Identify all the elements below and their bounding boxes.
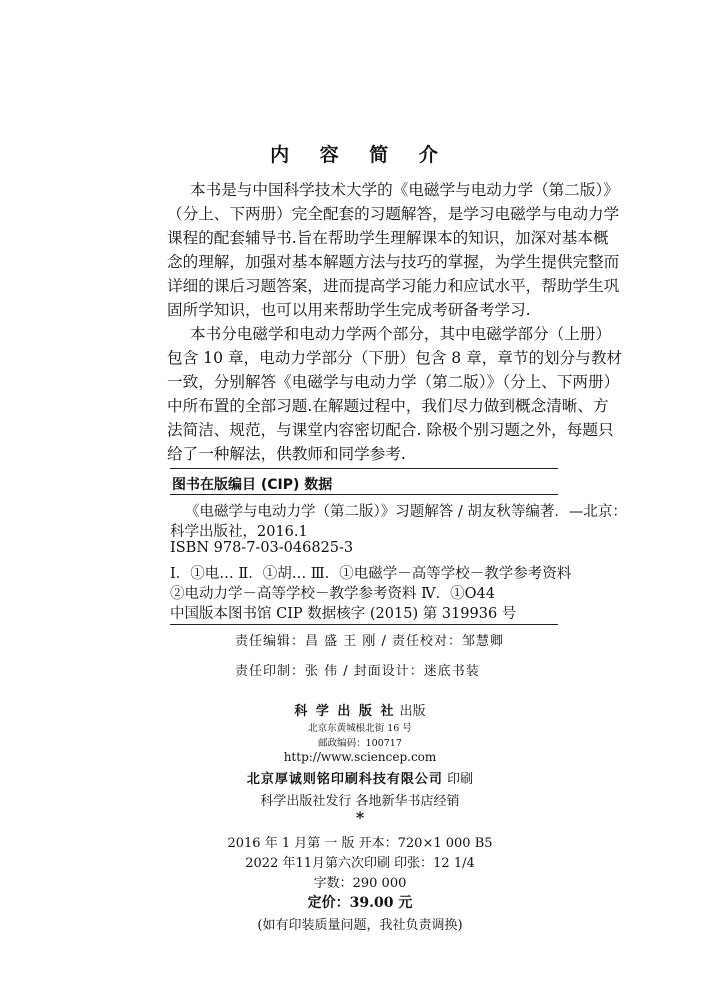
publisher-address: 北京东黄城根北街 16 号 bbox=[308, 723, 412, 734]
cip-heading: 图书在版编目 (CIP) 数据 bbox=[172, 477, 333, 493]
price-line: 定价：39.00 元 bbox=[307, 895, 413, 911]
cip-bottom-rule bbox=[170, 624, 558, 625]
publisher-action: 出版 bbox=[399, 704, 426, 719]
intro-line: 本书分电磁学和电动力学两个部分，其中电磁学部分（上册） bbox=[190, 325, 612, 343]
separator-star: * bbox=[355, 808, 365, 827]
intro-line: 包含 10 章，电动力学部分（下册）包含 8 章，章节的划分与教材 bbox=[167, 349, 623, 367]
intro-line: 固所学知识，也可以用来帮助学生完成考研备考学习. bbox=[167, 301, 531, 319]
page-title: 内 容 简 介 bbox=[270, 144, 450, 166]
distribution-line: 科学出版社发行 各地新华书店经销 bbox=[260, 794, 460, 809]
publisher-website: http://www.sciencep.com bbox=[283, 750, 437, 764]
intro-line: 本书是与中国科学技术大学的《电磁学与电动力学（第二版）》 bbox=[190, 181, 619, 199]
intro-line: 法简洁、规范，与课堂内容密切配合. 除极个别习题之外，每题只 bbox=[167, 421, 614, 439]
wordcount-line: 字数：290 000 bbox=[313, 876, 407, 891]
printing-line: 2022 年11月第六次印刷 印张：12 1/4 bbox=[245, 856, 475, 871]
credit-production: 责任印制：张 伟 / 封面设计：迷底书装 bbox=[235, 664, 480, 679]
printer-name: 北京厚诚则铭印刷科技有限公司 bbox=[246, 772, 443, 787]
cip-line: ②电动力学－高等学校－教学参考资料 Ⅳ．①O44 bbox=[170, 586, 495, 602]
intro-line: 一致，分别解答《电磁学与电动力学（第二版）》（分上、下两册） bbox=[167, 373, 620, 391]
intro-line: 课程的配套辅导书.旨在帮助学生理解课本的知识，加深对基本概 bbox=[167, 229, 609, 247]
edition-line: 2016 年 1 月第 一 版 开本：720×1 000 B5 bbox=[227, 836, 493, 851]
printer-action: 印刷 bbox=[447, 772, 474, 787]
cip-heading-rule bbox=[170, 494, 558, 495]
cip-line: 科学出版社，2016.1 bbox=[170, 524, 308, 540]
cip-top-rule bbox=[170, 468, 558, 469]
intro-line: 中所布置的全部习题.在解题过程中，我们尽力做到概念清晰、方 bbox=[167, 397, 609, 415]
intro-line: 给了一种解法，供教师和同学参考. bbox=[167, 445, 406, 463]
cip-line: Ⅰ．①电… Ⅱ．①胡… Ⅲ．①电磁学－高等学校－教学参考资料 bbox=[170, 566, 572, 582]
notice-line: (如有印装质量问题，我社负责调换) bbox=[257, 918, 463, 933]
printer-line bbox=[0, 768, 720, 787]
publisher-name: 科 学 出 版 社 bbox=[294, 704, 396, 719]
intro-line: （分上、下两册）完全配套的习题解答，是学习电磁学与电动力学 bbox=[167, 205, 620, 223]
credit-editors: 责任编辑：昌 盛 王 刚 / 责任校对：邹慧卿 bbox=[235, 634, 505, 649]
cip-line: 中国版本图书馆 CIP 数据核字 (2015) 第 319936 号 bbox=[170, 606, 517, 622]
intro-line: 详细的课后习题答案，进而提高学习能力和应试水平，帮助学生巩 bbox=[167, 277, 620, 295]
publisher-line bbox=[0, 700, 720, 719]
intro-line: 念的理解，加强对基本解题方法与技巧的掌握，为学生提供完整而 bbox=[167, 253, 620, 271]
publisher-postcode: 邮政编码：100717 bbox=[318, 738, 402, 749]
cip-line: 《电磁学与电动力学（第二版）》习题解答 / 胡友秋等编著．—北京： bbox=[185, 504, 627, 520]
cip-line: ISBN 978-7-03-046825-3 bbox=[170, 540, 354, 556]
